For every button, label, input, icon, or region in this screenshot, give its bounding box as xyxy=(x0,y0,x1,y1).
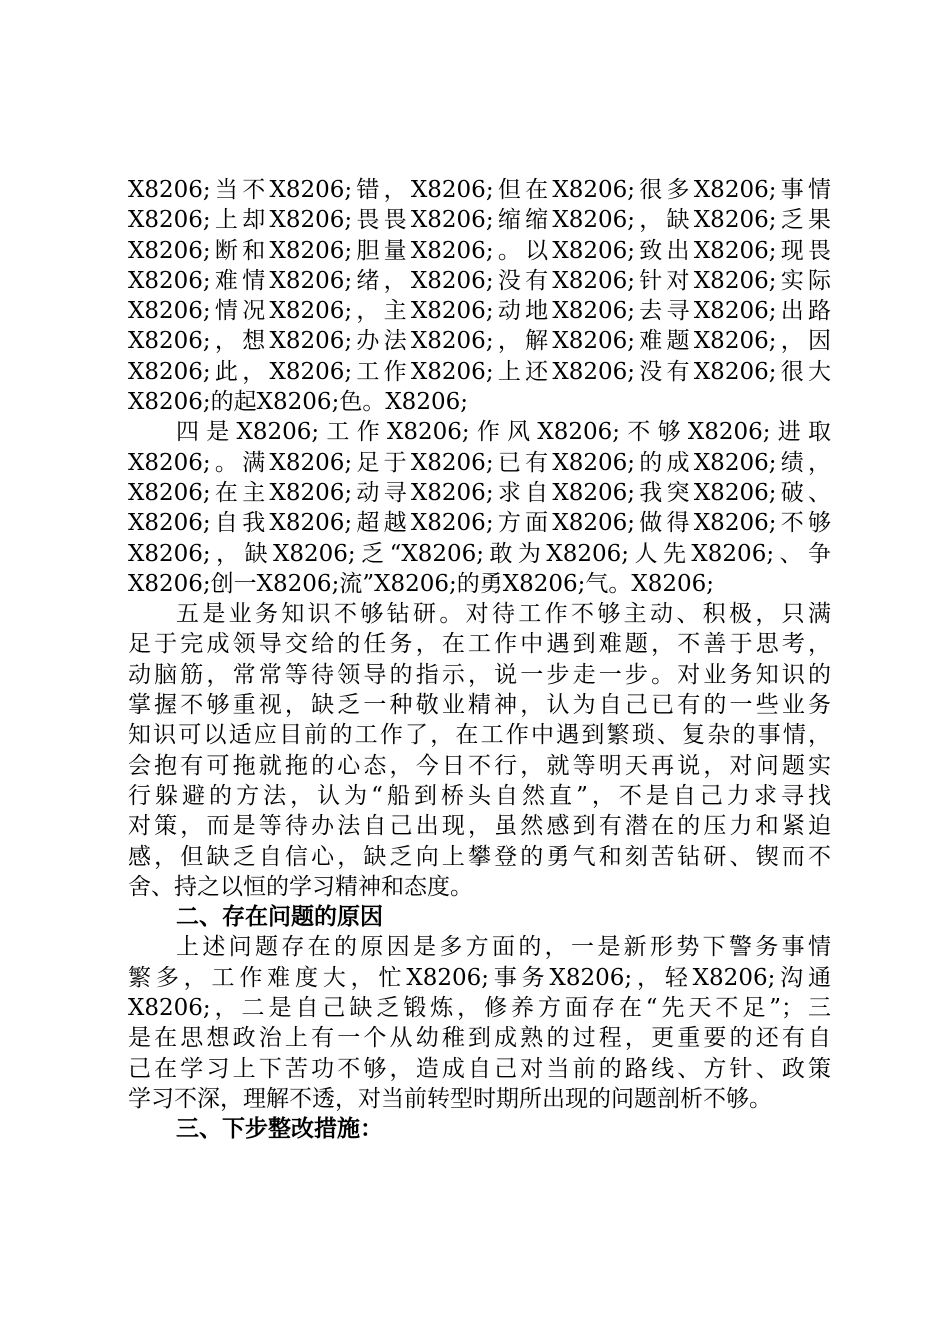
text-line: 学习不深，理解不透，对当前转型时期所出现的问题剖析不够。 xyxy=(128,1085,772,1112)
text-line: 动脑筋，常常等待领导的指示，说一步走一步。对业务知识的 xyxy=(128,661,831,688)
text-line: 五是业务知识不够钻研。对待工作不够主动、积极，只满 xyxy=(176,601,831,628)
paragraph-3-tail xyxy=(128,175,831,417)
text-line: X8206;此，X8206;工作X8206;上还X8206;没有X8206;很大 xyxy=(128,358,831,385)
text-line: X8206;，缺X8206;乏“X8206;敢为X8206;人先X8206;、争 xyxy=(128,540,831,567)
text-line: X8206;难情X8206;绪，X8206;没有X8206;针对X8206;实际 xyxy=(128,267,831,294)
text-line: X8206;，想X8206;办法X8206;，解X8206;难题X8206;，因 xyxy=(128,328,831,355)
text-line: X8206;情况X8206;，主X8206;动地X8206;去寻X8206;出路 xyxy=(128,298,831,325)
text-line: X8206;断和X8206;胆量X8206;。以X8206;致出X8206;现畏 xyxy=(128,237,831,264)
paragraph-6 xyxy=(128,932,831,1114)
text-line: 是在思想政治上有一个从幼稚到成熟的过程，更重要的还有自 xyxy=(128,1025,831,1052)
text-line: X8206;自我X8206;超越X8206;方面X8206;做得X8206;不够 xyxy=(128,510,831,537)
text-line: X8206;。满X8206;足于X8206;已有X8206;的成X8206;绩， xyxy=(128,449,831,476)
text-line: 对策，而是等待办法自己出现，虽然感到有潜在的压力和紧迫 xyxy=(128,813,831,840)
text-line: 舍、持之以恒的学习精神和态度。 xyxy=(128,873,473,900)
text-line: 四是X8206;工作X8206;作风X8206;不够X8206;进取 xyxy=(176,419,831,446)
text-line: X8206;，二是自己缺乏锻炼，修养方面存在“先天不足”；三 xyxy=(128,995,831,1022)
text-line: 足于完成领导交给的任务，在工作中遇到难题，不善于思考， xyxy=(128,631,831,658)
paragraph-4 xyxy=(128,417,831,599)
paragraph-5 xyxy=(128,599,831,902)
text-line: X8206;创一X8206;流”X8206;的勇X8206;气。X8206; xyxy=(128,570,715,597)
text-line: X8206;上却X8206;畏畏X8206;缩缩X8206;，缺X8206;乏果 xyxy=(128,207,831,234)
text-line: 上述问题存在的原因是多方面的，一是新形势下警务事情 xyxy=(176,934,831,961)
text-line: 知识可以适应目前的工作了，在工作中遇到繁琐、复杂的事情， xyxy=(128,722,831,749)
text-line: X8206;的起X8206;色。X8206; xyxy=(128,389,468,416)
text-line: X8206;当不X8206;错，X8206;但在X8206;很多X8206;事情 xyxy=(128,177,831,203)
section-heading-3: 三、下步整改措施： xyxy=(176,1116,383,1143)
document-body xyxy=(128,175,831,1145)
text-line: 感，但缺乏自信心，缺乏向上攀登的勇气和刻苦钻研、锲而不 xyxy=(128,843,831,870)
text-line: 行躲避的方法，认为“船到桥头自然直”，不是自己力求寻找 xyxy=(128,782,831,809)
text-line: X8206;在主X8206;动寻X8206;求自X8206;我突X8206;破、 xyxy=(128,479,831,506)
text-line: 己在学习上下苦功不够，造成自己对当前的路线、方针、政策 xyxy=(128,1055,831,1082)
text-line: 繁多，工作难度大，忙X8206;事务X8206;，轻X8206;沟通 xyxy=(128,964,831,991)
text-line: 会抱有可拖就拖的心态，今日不行，就等明天再说，对问题实 xyxy=(128,752,831,779)
text-line: 掌握不够重视，缺乏一种敬业精神，认为自己已有的一些业务 xyxy=(128,692,831,719)
section-heading-2: 二、存在问题的原因 xyxy=(176,904,383,931)
